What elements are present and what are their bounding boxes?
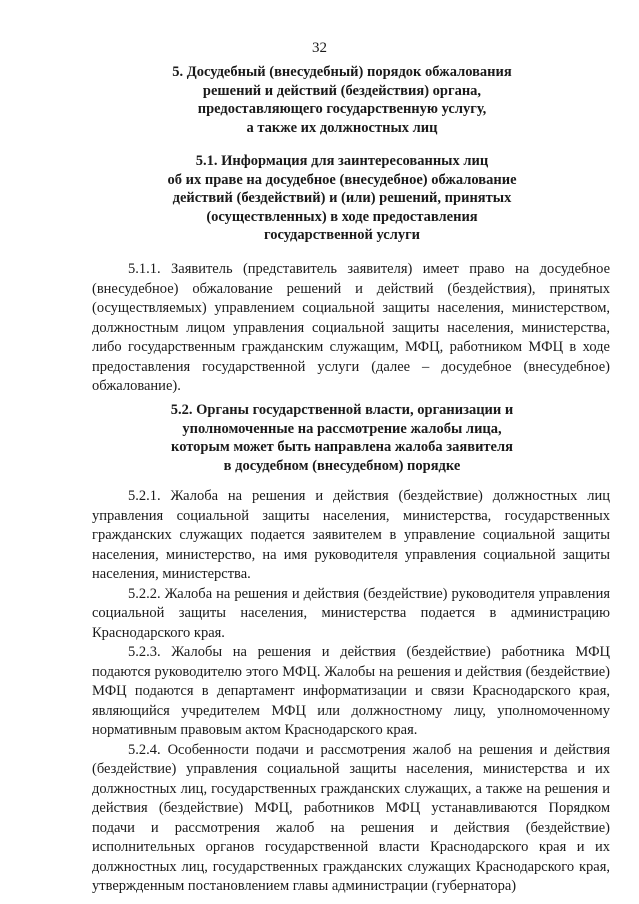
heading-line: которым может быть направлена жалоба заявителя xyxy=(171,439,513,455)
paragraph-5-2-2: 5.2.2. Жалоба на решения и действия (бездействие) руководителя управления социальной защиты населения, министерства подается в администрацию Краснодарского края. xyxy=(92,585,610,641)
heading-line: (осуществленных) в ходе предоставления xyxy=(206,208,478,225)
heading-line: решений и действий (бездействия) органа, xyxy=(202,82,482,99)
heading-line: уполномоченные на рассмотрение жалобы лица, xyxy=(182,420,502,437)
section-5-2-body xyxy=(92,487,610,897)
heading-line: предоставляющего государственную услугу, xyxy=(197,101,487,117)
section-5-2-heading xyxy=(92,401,592,475)
heading-line: об их праве на досудебное (внесудебное) обжалование xyxy=(167,171,517,188)
heading-line: в досудебном (внесудебном) порядке xyxy=(223,457,461,474)
heading-line: 5.2. Органы государственной власти, организации и xyxy=(170,402,514,418)
page-number: 32 xyxy=(312,40,327,56)
paragraph-5-1-1: 5.1.1. Заявитель (представитель заявителя) имеет право на досудебное (внесудебное) обжалование решений и действий (бездействия), принятых (осуществляемых) управлением социальной защиты населения, министерством, должностным лицом управления социальной защиты населения, министерства, либо государственным гражданским служащим, МФЦ, работником МФЦ в ходе предоставления государственной услуги (далее – досудебное (внесудебное) обжалование). xyxy=(92,261,610,394)
heading-line: 5.1. Информация для заинтересованных лиц xyxy=(195,153,489,169)
heading-line: а также их должностных лиц xyxy=(246,119,438,136)
section-5-1-heading xyxy=(92,152,592,245)
heading-line: 5. Досудебный (внесудебный) порядок обжалования xyxy=(172,64,512,80)
paragraph-5-2-3: 5.2.3. Жалобы на решения и действия (бездействие) работника МФЦ подаются руководителю этого МФЦ. Жалобы на решения и действия (бездействие) МФЦ подаются в департамент информатизации и связи Краснодарского края, являющийся учредителем МФЦ или должностному лицу, уполномоченному нормативным правовым актом Краснодарского края. xyxy=(92,644,610,738)
paragraph-5-2-1: 5.2.1. Жалоба на решения и действия (бездействие) должностных лиц управления социальной защиты населения, министерства, государственных гражданских служащих подается заявителем в управление социальной защиты населения, министерство, на имя руководителя управления социальной защиты населения, министерства. xyxy=(92,488,610,582)
heading-line: действий (бездействий) и (или) решений, принятых xyxy=(172,190,512,206)
section-5-heading xyxy=(92,63,592,137)
section-5-1-body xyxy=(92,260,610,397)
heading-line: государственной услуги xyxy=(263,227,421,243)
paragraph-5-2-4: 5.2.4. Особенности подачи и рассмотрения жалоб на решения и действия (бездействие) управления социальной защиты населения, министерства и их должностных лиц, государственных гражданских служащих, а также на решения и действия (бездействие) МФЦ, работников МФЦ устанавливаются Порядком подачи и рассмотрения жалоб на решения и действия (бездействие) исполнительных органов государственной власти Краснодарского края и их должностных лиц, государственных гражданских служащих Краснодарского края, утвержденным постановлением главы администрации (губернатора) xyxy=(92,741,610,894)
